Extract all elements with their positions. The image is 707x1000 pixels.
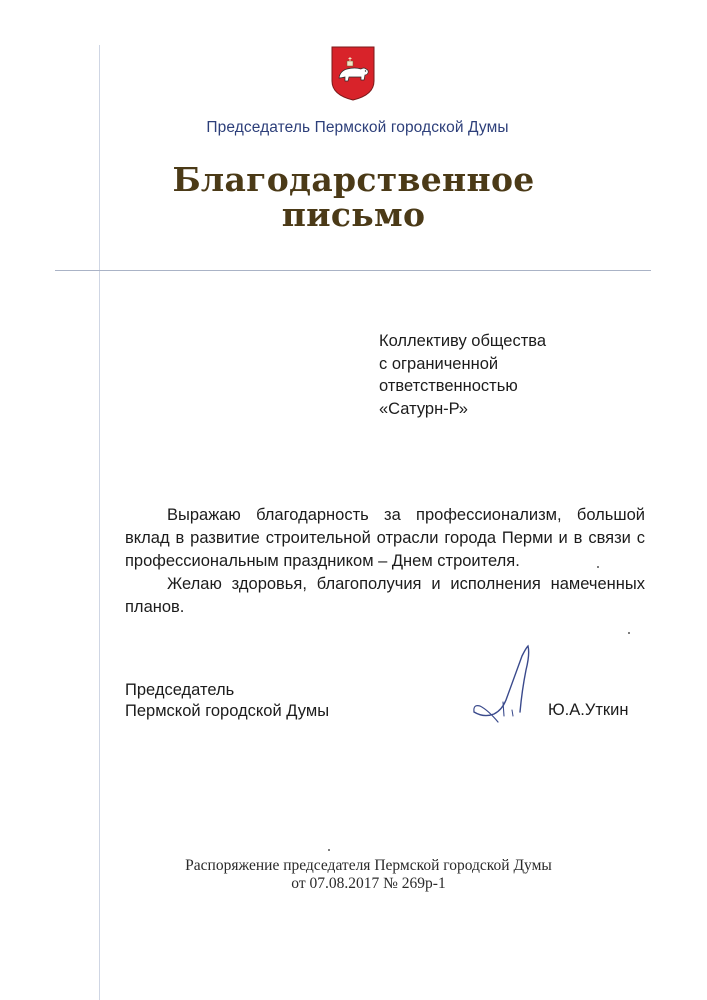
addressee-line: ответственностью (379, 377, 518, 395)
addressee-line: «Сатурн-Р» (379, 399, 468, 418)
body-paragraph-wishes: Желаю здоровья, благополучия и исполнения намеченных планов. (125, 575, 645, 616)
signatory-position-line-1: Председатель (125, 681, 235, 699)
scan-speck (628, 632, 630, 634)
handwritten-signature-icon (470, 640, 550, 740)
perm-coat-of-arms-icon (330, 45, 376, 102)
letter-title-line-2: письмо (281, 195, 426, 234)
letter-body (125, 504, 645, 619)
signatory-position-line-2: Пермской городской Думы (125, 702, 330, 720)
footer-line-1: Распоряжение председателя Пермской городской Думы (185, 857, 552, 874)
scan-speck (328, 849, 330, 851)
org-header: Председатель Пермской городской Думы (206, 119, 509, 136)
letter-title-line-1: Благодарственное (172, 160, 535, 199)
scan-speck (597, 566, 599, 568)
signatory-name: Ю.А.Уткин (548, 701, 629, 719)
footer-order-reference (0, 857, 707, 893)
footer-line-2: от 07.08.2017 № 269р-1 (291, 875, 446, 892)
signatory-position (125, 680, 385, 722)
addressee-block (379, 330, 659, 420)
addressee-line: с ограниченной (379, 354, 499, 373)
addressee-line: Коллективу общества (379, 332, 547, 350)
body-paragraph-gratitude: Выражаю благодарность за профессионализм, большой вклад в развитие строительной отрасли города Перми и в связи с профессиональным праздником – Днем строителя. (125, 506, 645, 570)
header-divider (55, 270, 651, 271)
